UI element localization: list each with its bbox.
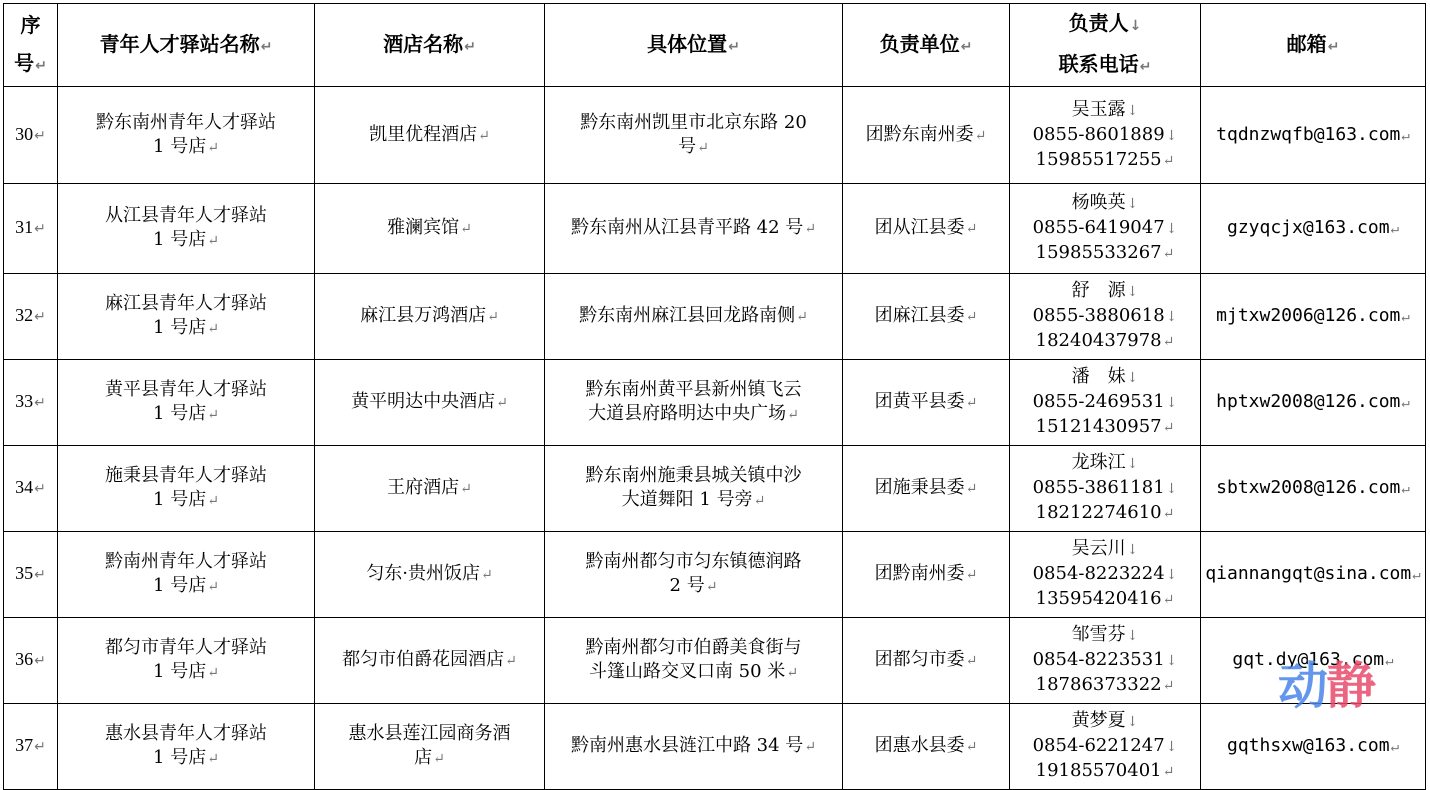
talent-station-table [3, 3, 1426, 790]
watermark-logo: 动静 [1278, 657, 1374, 715]
contact-cell: 邹雪芬↓ 0854-8223531↓ 18786373322↵ [1010, 618, 1201, 704]
address-cell: 黔南州都匀市伯爵美食街与 斗篷山路交叉口南 50 米↵ [545, 618, 843, 704]
email-cell: tqdnzwqfb@163.com↵ [1201, 87, 1426, 184]
station-cell: 惠水县青年人才驿站 1 号店↵ [58, 704, 315, 790]
contact-cell: 杨唤英↓ 0855-6419047↓ 15985533267↵ [1010, 184, 1201, 274]
email-cell: gzyqcjx@163.com↵ [1201, 184, 1426, 274]
contact-phone: 0855-3861181 [1032, 477, 1165, 498]
hotel-cell: 王府酒店↵ [315, 446, 545, 532]
contact-person: 潘 妹 [1071, 366, 1126, 387]
unit-cell: 团都匀市委↵ [843, 618, 1010, 704]
unit-cell: 团黔东南州委↵ [843, 87, 1010, 184]
table-row [4, 532, 1426, 618]
header-email: 邮箱↵ [1201, 4, 1426, 87]
station-cell: 麻江县青年人才驿站 1 号店↵ [58, 274, 315, 360]
station-cell: 黄平县青年人才驿站 1 号店↵ [58, 360, 315, 446]
header-seq: 序 号↵ [4, 4, 58, 87]
contact-mobile: 15121430957 [1035, 416, 1162, 437]
seq-cell: 34↵ [4, 446, 58, 532]
table-row [4, 704, 1426, 790]
station-cell: 从江县青年人才驿站 1 号店↵ [58, 184, 315, 274]
hotel-cell: 麻江县万鸿酒店↵ [315, 274, 545, 360]
table-row [4, 446, 1426, 532]
contact-phone: 0855-3880618 [1032, 305, 1165, 326]
contact-person: 舒 源 [1071, 280, 1126, 301]
hotel-cell: 雅澜宾馆↵ [315, 184, 545, 274]
contact-person: 龙珠江 [1071, 452, 1126, 473]
contact-phone: 0854-8223224 [1032, 563, 1165, 584]
table-row [4, 184, 1426, 274]
contact-cell: 黄梦夏↓ 0854-6221247↓ 19185570401↵ [1010, 704, 1201, 790]
contact-mobile: 18786373322 [1035, 674, 1162, 695]
email-cell: gqt.dy@163.com↵ [1201, 618, 1426, 704]
table-row [4, 360, 1426, 446]
seq-cell: 30↵ [4, 87, 58, 184]
address-cell: 黔东南州麻江县回龙路南侧↵ [545, 274, 843, 360]
contact-mobile: 13595420416 [1035, 588, 1162, 609]
address-cell: 黔南州惠水县涟江中路 34 号↵ [545, 704, 843, 790]
contact-mobile: 18240437978 [1035, 330, 1162, 351]
email-cell: hptxw2008@126.com↵ [1201, 360, 1426, 446]
seq-cell: 32↵ [4, 274, 58, 360]
unit-cell: 团麻江县委↵ [843, 274, 1010, 360]
contact-phone: 0854-8223531 [1032, 649, 1165, 670]
unit-cell: 团黔南州委↵ [843, 532, 1010, 618]
address-cell: 黔东南州凯里市北京东路 20 号↵ [545, 87, 843, 184]
contact-mobile: 18212274610 [1035, 502, 1162, 523]
contact-phone: 0854-6221247 [1032, 735, 1165, 756]
contact-person: 邹雪芬 [1071, 624, 1126, 645]
contact-mobile: 15985517255 [1035, 148, 1162, 170]
contact-mobile: 19185570401 [1035, 760, 1162, 781]
contact-person: 杨唤英 [1071, 192, 1126, 213]
contact-cell: 吴云川↓ 0854-8223224↓ 13595420416↵ [1010, 532, 1201, 618]
contact-person: 吴玉露 [1071, 98, 1126, 120]
seq-cell: 31↵ [4, 184, 58, 274]
contact-phone: 0855-6419047 [1032, 217, 1165, 238]
contact-cell: 潘 妹↓ 0855-2469531↓ 15121430957↵ [1010, 360, 1201, 446]
seq-cell: 33↵ [4, 360, 58, 446]
header-address: 具体位置↵ [545, 4, 843, 87]
table-row [4, 87, 1426, 184]
contact-cell: 舒 源↓ 0855-3880618↓ 18240437978↵ [1010, 274, 1201, 360]
unit-cell: 团惠水县委↵ [843, 704, 1010, 790]
header-contact: 负责人↓ 联系电话↵ [1010, 4, 1201, 87]
hotel-cell: 都匀市伯爵花园酒店↵ [315, 618, 545, 704]
seq-cell: 37↵ [4, 704, 58, 790]
station-cell: 都匀市青年人才驿站 1 号店↵ [58, 618, 315, 704]
header-unit: 负责单位↵ [843, 4, 1010, 87]
table-row [4, 274, 1426, 360]
email-cell: gqthsxw@163.com↵ [1201, 704, 1426, 790]
email-cell: mjtxw2006@126.com↵ [1201, 274, 1426, 360]
contact-person: 黄梦夏 [1071, 710, 1126, 731]
unit-cell: 团黄平县委↵ [843, 360, 1010, 446]
station-cell: 施秉县青年人才驿站 1 号店↵ [58, 446, 315, 532]
header-station-name: 青年人才驿站名称↵ [58, 4, 315, 87]
email-cell: qiannangqt@sina.com↵ [1201, 532, 1426, 618]
email-cell: sbtxw2008@126.com↵ [1201, 446, 1426, 532]
hotel-cell: 凯里优程酒店↵ [315, 87, 545, 184]
address-cell: 黔东南州从江县青平路 42 号↵ [545, 184, 843, 274]
seq-cell: 35↵ [4, 532, 58, 618]
address-cell: 黔南州都匀市匀东镇德润路 2 号↵ [545, 532, 843, 618]
contact-phone: 0855-2469531 [1032, 391, 1165, 412]
hotel-cell: 匀东·贵州饭店↵ [315, 532, 545, 618]
contact-phone: 0855-8601889 [1032, 123, 1165, 145]
address-cell: 黔东南州施秉县城关镇中沙 大道舞阳 1 号旁↵ [545, 446, 843, 532]
contact-person: 吴云川 [1071, 538, 1126, 559]
hotel-cell: 黄平明达中央酒店↵ [315, 360, 545, 446]
header-row [4, 4, 1426, 87]
seq-cell: 36↵ [4, 618, 58, 704]
station-cell: 黔东南州青年人才驿站 1 号店↵ [58, 87, 315, 184]
unit-cell: 团从江县委↵ [843, 184, 1010, 274]
hotel-cell: 惠水县莲江园商务酒 店↵ [315, 704, 545, 790]
table-row [4, 618, 1426, 704]
contact-mobile: 15985533267 [1035, 242, 1162, 263]
unit-cell: 团施秉县委↵ [843, 446, 1010, 532]
address-cell: 黔东南州黄平县新州镇飞云 大道县府路明达中央广场↵ [545, 360, 843, 446]
contact-cell: 吴玉露↓ 0855-8601889↓ 15985517255↵ [1010, 87, 1201, 184]
contact-cell: 龙珠江↓ 0855-3861181↓ 18212274610↵ [1010, 446, 1201, 532]
header-hotel-name: 酒店名称↵ [315, 4, 545, 87]
station-cell: 黔南州青年人才驿站 1 号店↵ [58, 532, 315, 618]
